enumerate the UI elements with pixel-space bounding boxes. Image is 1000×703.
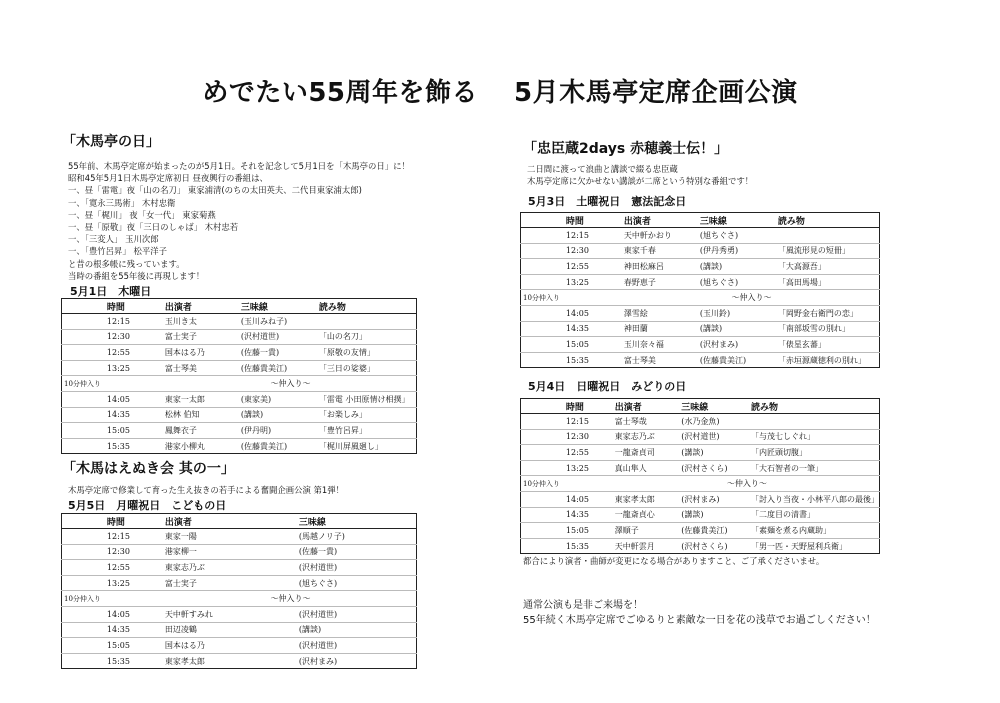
intermission-marker: ～仲入り～ — [165, 591, 417, 607]
description-line: と昔の根多帳に残っています。 — [68, 258, 185, 269]
cell-piece: 「原敬の友情」 — [319, 345, 417, 361]
table-row — [521, 523, 880, 539]
spacer-cell — [521, 259, 560, 275]
cell-piece — [778, 228, 880, 244]
table-row — [62, 622, 417, 638]
cell-time: 12:30 — [560, 243, 624, 259]
table-row — [62, 314, 417, 330]
cell-performer: 東家一陽 — [165, 529, 299, 545]
header-time: 時間 — [101, 514, 165, 529]
spacer-cell — [521, 352, 560, 368]
cell-piece — [751, 414, 880, 430]
cell-shamisen: (講談) — [681, 507, 751, 523]
spacer-cell — [521, 523, 560, 539]
intermission-label: 10分仲入り — [62, 376, 101, 392]
cell-piece: 「山の名刀」 — [319, 329, 417, 345]
cell-time: 12:30 — [101, 329, 165, 345]
intermission-label: 10分仲入り — [521, 476, 560, 492]
spacer-cell — [62, 622, 101, 638]
cell-time: 12:15 — [560, 228, 624, 244]
table-row — [521, 491, 880, 507]
cell-time: 12:55 — [560, 445, 615, 461]
spacer-cell — [62, 345, 101, 361]
spacer-cell — [62, 423, 101, 439]
spacer-cell — [521, 445, 560, 461]
table-row — [521, 445, 880, 461]
spacer-cell — [62, 529, 101, 545]
header-piece: 読み物 — [778, 213, 880, 228]
intermission-marker: ～仲入り～ — [624, 290, 880, 306]
spacer-cell — [62, 544, 101, 560]
intermission-label: 10分仲入り — [521, 290, 560, 306]
header-time: 時間 — [560, 213, 624, 228]
table-row — [521, 290, 880, 306]
table-row — [62, 529, 417, 545]
table-row — [62, 606, 417, 622]
spacer-cell — [62, 638, 101, 654]
cell-piece: 「男一匹・天野屋利兵衛」 — [751, 541, 847, 551]
cell-performer: 東家千春 — [624, 243, 700, 259]
program-table-may5 — [61, 513, 417, 669]
spacer-cell — [521, 460, 560, 476]
header-shamisen: 三味線 — [700, 213, 778, 228]
closing-line: 55年続く木馬亭定席でごゆるりと素敵な一日を花の浅草でお過ごしください！ — [523, 615, 876, 626]
table-row — [521, 259, 880, 275]
header-shamisen: 三味線 — [299, 514, 417, 529]
cell-shamisen: (講談) — [681, 445, 751, 461]
cell-shamisen: (講談) — [700, 259, 778, 275]
cell-time: 14:05 — [101, 606, 165, 622]
cell-time: 13:25 — [560, 460, 615, 476]
program-table-may4 — [520, 398, 880, 554]
program-table-may1 — [61, 298, 417, 454]
cell-performer: 港家柳一 — [165, 544, 299, 560]
cell-piece — [319, 314, 417, 330]
table-row — [62, 653, 417, 669]
cell-time: 13:25 — [101, 360, 165, 376]
cell-shamisen: (沢村道世) — [241, 329, 319, 345]
cell-shamisen: (玉川みね子) — [241, 314, 319, 330]
description-line: 当時の番組を55年後に再現します！ — [68, 270, 205, 281]
cell-performer: 天中軒すみれ — [165, 606, 299, 622]
cell-shamisen: (沢村道世) — [681, 429, 751, 445]
table-row — [521, 352, 880, 368]
spacer-cell — [62, 329, 101, 345]
table-row — [521, 243, 880, 259]
cell-performer: 東家一太郎 — [165, 391, 241, 407]
cell-time: 15:05 — [560, 337, 624, 353]
cell-piece: 「二度目の清書」 — [751, 507, 880, 523]
cell-shamisen: (沢村道世) — [299, 638, 417, 654]
description-line: 木馬亭定席に欠かせない講談が二席という特別な番組です！ — [527, 176, 754, 187]
table-row — [62, 560, 417, 576]
cell-performer: 一龍斎貞心 — [615, 507, 682, 523]
cell-shamisen: (水乃金魚) — [681, 414, 751, 430]
spacer-cell — [521, 243, 560, 259]
cell-time: 13:25 — [101, 575, 165, 591]
cell-performer: 玉川き太 — [165, 314, 241, 330]
cell-piece: 「梶川屏風廻し」 — [318, 441, 383, 451]
header-time: 時間 — [560, 399, 615, 414]
cell-piece: 「大石智者の一筆」 — [751, 460, 880, 476]
cell-performer: 東家志乃ぶ — [165, 560, 299, 576]
table-row — [521, 507, 880, 523]
table-row — [62, 407, 417, 423]
cell-performer: 富士琴哉 — [615, 414, 682, 430]
table-row — [521, 538, 880, 554]
description-line: 昭和45年5月1日木馬亭定席初日 昼夜興行の番組は、 — [68, 173, 268, 184]
spacer-cell — [521, 274, 560, 290]
cell-shamisen: (講談) — [299, 622, 417, 638]
cell-performer: 春野恵子 — [624, 274, 700, 290]
section-heading-mokubatei-day: 「木馬亭の日」 — [62, 134, 160, 150]
section-heading-chushingura: 「忠臣蔵2days 赤穂義士伝！」 — [523, 141, 729, 157]
cell-time: 14:35 — [101, 407, 165, 423]
cell-time: 14:05 — [560, 305, 624, 321]
header-shamisen: 三味線 — [241, 299, 319, 314]
header-time: 時間 — [101, 299, 165, 314]
header-performer: 出演者 — [615, 399, 682, 414]
spacer-cell — [62, 560, 101, 576]
spacer-cell — [521, 305, 560, 321]
cell-shamisen: (佐藤貴美江) — [240, 441, 288, 451]
table-row — [62, 438, 417, 454]
cell-performer: 神田蘭 — [624, 321, 700, 337]
table-row — [521, 321, 880, 337]
cell-shamisen: (沢村まみ) — [700, 337, 778, 353]
table-row — [62, 391, 417, 407]
cell-shamisen: (沢村道世) — [299, 560, 417, 576]
cell-performer: 田辺凌鶴 — [165, 622, 299, 638]
cell-performer: 富士琴美 — [165, 360, 241, 376]
cell-time: 12:55 — [560, 259, 624, 275]
table-row — [521, 228, 880, 244]
table-row — [62, 329, 417, 345]
cell-shamisen: (沢村さくら) — [681, 541, 728, 551]
closing-message — [523, 598, 876, 628]
cell-performer: 富士実子 — [165, 575, 299, 591]
table-row — [62, 360, 417, 376]
intermission-marker: ～仲入り～ — [615, 476, 880, 492]
cell-time: 12:15 — [101, 314, 165, 330]
table-row — [521, 476, 880, 492]
day-title-may3: 5月3日 土曜祝日 憲法記念日 — [528, 195, 687, 208]
table-row — [62, 345, 417, 361]
description-line: 55年前、木馬亭定席が始まったのが5月1日。それを記念して5月1日を「木馬亭の日」に！ — [68, 161, 410, 171]
cell-piece: 「豊竹呂昇」 — [319, 423, 417, 439]
spacer-cell — [62, 407, 101, 423]
spacer-cell — [62, 575, 101, 591]
header-performer: 出演者 — [624, 213, 700, 228]
cell-time: 15:35 — [565, 355, 589, 365]
description-line: 一、昼「原敬」夜「三日のしゃば」 木村忠若 — [68, 222, 239, 233]
cell-piece: 「俵星玄蕃」 — [778, 337, 880, 353]
section-heading-haenuki: 「木馬はえぬき会 其の一」 — [62, 461, 235, 477]
cell-shamisen: (玉川鈴) — [700, 305, 778, 321]
intermission-marker: ～仲入り～ — [165, 376, 417, 392]
section-description — [68, 160, 410, 282]
cell-performer: 国本はる乃 — [165, 345, 241, 361]
cell-performer: 玉川奈々福 — [624, 337, 700, 353]
spacer-cell — [62, 360, 101, 376]
cell-time: 15:35 — [565, 541, 589, 551]
cell-piece: 「高田馬場」 — [778, 274, 880, 290]
cell-shamisen: (伊丹明) — [241, 423, 319, 439]
section-description — [527, 163, 753, 187]
cell-shamisen: (佐藤一貴) — [241, 345, 319, 361]
spacer-cell — [521, 491, 560, 507]
cell-shamisen: (佐藤貴美江) — [699, 355, 747, 365]
table-row — [62, 544, 417, 560]
cell-piece: 「お楽しみ」 — [319, 407, 417, 423]
section-description: 木馬亭定席で修業して育った生え抜きの若手による奮闘企画公演 第1弾！ — [68, 485, 344, 495]
cell-shamisen: (沢村まみ) — [298, 656, 338, 666]
table-row — [521, 429, 880, 445]
description-line: 一、「三変人」 玉川次郎 — [68, 234, 159, 245]
cell-time: 13:25 — [560, 274, 624, 290]
table-header-row — [62, 299, 417, 314]
cell-time: 12:15 — [560, 414, 615, 430]
cell-time: 12:30 — [560, 429, 615, 445]
header-performer: 出演者 — [165, 514, 299, 529]
header-shamisen: 三味線 — [681, 399, 751, 414]
cell-time: 15:05 — [101, 638, 165, 654]
cell-shamisen: (伊丹秀勇) — [700, 243, 778, 259]
cell-performer: 富士琴美 — [623, 355, 656, 365]
cell-piece: 「素麺を煮る内蔵助」 — [751, 523, 880, 539]
cell-shamisen: (講談) — [241, 407, 319, 423]
cell-shamisen: (佐藤一貴) — [299, 544, 417, 560]
cell-piece: 「三日の娑婆」 — [319, 360, 417, 376]
cell-time: 12:55 — [101, 345, 165, 361]
spacer-cell — [62, 438, 101, 454]
spacer-cell — [521, 337, 560, 353]
cell-performer: 天中軒かおり — [624, 228, 700, 244]
header-piece: 読み物 — [319, 299, 417, 314]
table-row — [62, 638, 417, 654]
header-performer: 出演者 — [165, 299, 241, 314]
cell-piece: 「雷電 小田原情け相撲」 — [319, 391, 417, 407]
cell-piece: 「岡野金右衛門の恋」 — [778, 305, 880, 321]
cell-shamisen: (馬越ノリ子) — [299, 529, 417, 545]
cell-time: 14:35 — [560, 507, 615, 523]
spacer-cell — [521, 429, 560, 445]
description-line: 二日間に渡って浪曲と講談で綴る忠臣蔵 — [527, 164, 678, 174]
change-notice: 都合により演者・曲師が変更になる場合がありますこと、ご了承くださいませ。 — [523, 556, 825, 566]
cell-performer: 東家志乃ぶ — [615, 429, 682, 445]
table-row — [521, 305, 880, 321]
cell-shamisen: (旭ちぐさ) — [700, 274, 778, 290]
table-row — [62, 423, 417, 439]
cell-time: 15:35 — [106, 441, 130, 451]
day-title-may5: 5月5日 月曜祝日 こどもの日 — [68, 499, 227, 512]
cell-time: 12:15 — [101, 529, 165, 545]
description-line: 一、「豊竹呂昇」 松平洋子 — [68, 246, 167, 257]
spacer-cell — [521, 538, 560, 554]
cell-performer: 松林 伯知 — [165, 407, 241, 423]
empty-cell — [101, 591, 165, 607]
cell-performer: 澤雪絵 — [624, 305, 700, 321]
cell-piece: 「内匠頭切腹」 — [751, 445, 880, 461]
cell-performer: 真山隼人 — [615, 460, 682, 476]
description-line: 一、昼「雷電」夜「山の名刀」 東家浦清(のちの太田英夫、二代目東家浦太郎) — [68, 185, 362, 196]
cell-time: 12:55 — [101, 560, 165, 576]
cell-shamisen: (沢村さくら) — [681, 460, 751, 476]
cell-time: 15:35 — [106, 656, 130, 666]
table-row — [521, 274, 880, 290]
cell-performer: 神田松麻呂 — [624, 259, 700, 275]
cell-shamisen: (沢村まみ) — [681, 491, 751, 507]
table-row — [521, 337, 880, 353]
table-row — [62, 376, 417, 392]
day-title-may4: 5月4日 日曜祝日 みどりの日 — [528, 380, 687, 393]
spacer-cell — [521, 321, 560, 337]
description-line: 一、「寛永三馬術」 木村忠衛 — [68, 197, 176, 208]
cell-piece: 「討入り当夜・小林平八郎の最後」 — [751, 491, 880, 507]
spacer-cell — [62, 653, 101, 669]
header-piece: 読み物 — [751, 399, 880, 414]
description-line: 一、昼「梶川」 夜「女一代」 東家菊燕 — [68, 209, 216, 220]
program-table-may3 — [520, 212, 880, 368]
spacer-cell — [62, 391, 101, 407]
cell-performer: 港家小柳丸 — [164, 441, 205, 451]
day-title-may1: 5月1日 木曜日 — [70, 285, 152, 298]
cell-piece: 「赤垣源蔵徳利の別れ」 — [777, 355, 866, 365]
empty-cell — [560, 290, 624, 306]
cell-shamisen: (東家美) — [241, 391, 319, 407]
cell-piece: 「与茂七しぐれ」 — [751, 429, 880, 445]
cell-performer: 天中軒雲月 — [614, 541, 655, 551]
cell-shamisen: (旭ちぐさ) — [700, 228, 778, 244]
cell-shamisen: (沢村道世) — [299, 606, 417, 622]
cell-time: 15:05 — [101, 423, 165, 439]
cell-performer: 澤順子 — [615, 523, 682, 539]
cell-performer: 鳳舞衣子 — [165, 423, 241, 439]
cell-time: 12:30 — [101, 544, 165, 560]
table-row — [521, 460, 880, 476]
cell-shamisen: (佐藤貴美江) — [681, 523, 751, 539]
cell-piece: 「大高源吾」 — [778, 259, 880, 275]
table-row — [62, 575, 417, 591]
cell-time: 14:05 — [101, 391, 165, 407]
cell-performer: 東家孝太郎 — [164, 656, 205, 666]
spacer-cell — [62, 606, 101, 622]
cell-shamisen: (講談) — [700, 321, 778, 337]
cell-performer: 一龍斎貞司 — [615, 445, 682, 461]
empty-cell — [101, 376, 165, 392]
table-header-row — [521, 213, 880, 228]
table-row — [62, 591, 417, 607]
cell-time: 14:35 — [101, 622, 165, 638]
cell-piece: 「風流形見の短冊」 — [778, 243, 880, 259]
cell-time: 14:35 — [560, 321, 624, 337]
table-header-row — [521, 399, 880, 414]
cell-time: 14:05 — [560, 491, 615, 507]
empty-cell — [560, 476, 615, 492]
intermission-label: 10分仲入り — [62, 591, 101, 607]
spacer-cell — [521, 414, 560, 430]
cell-shamisen: (佐藤貴美江) — [241, 360, 319, 376]
cell-performer: 富士実子 — [165, 329, 241, 345]
cell-performer: 国本はる乃 — [165, 638, 299, 654]
page-title: めでたい55周年を飾る 5月木馬亭定席企画公演 — [202, 78, 798, 108]
spacer-cell — [62, 314, 101, 330]
cell-piece: 「南部坂雪の別れ」 — [778, 321, 880, 337]
cell-time: 15:05 — [560, 523, 615, 539]
table-row — [521, 414, 880, 430]
table-header-row — [62, 514, 417, 529]
spacer-cell — [521, 507, 560, 523]
cell-performer: 東家孝太郎 — [615, 491, 682, 507]
cell-shamisen: (旭ちぐさ) — [299, 575, 417, 591]
closing-line: 通常公演も是非ご来場を！ — [523, 600, 643, 611]
spacer-cell — [521, 228, 560, 244]
